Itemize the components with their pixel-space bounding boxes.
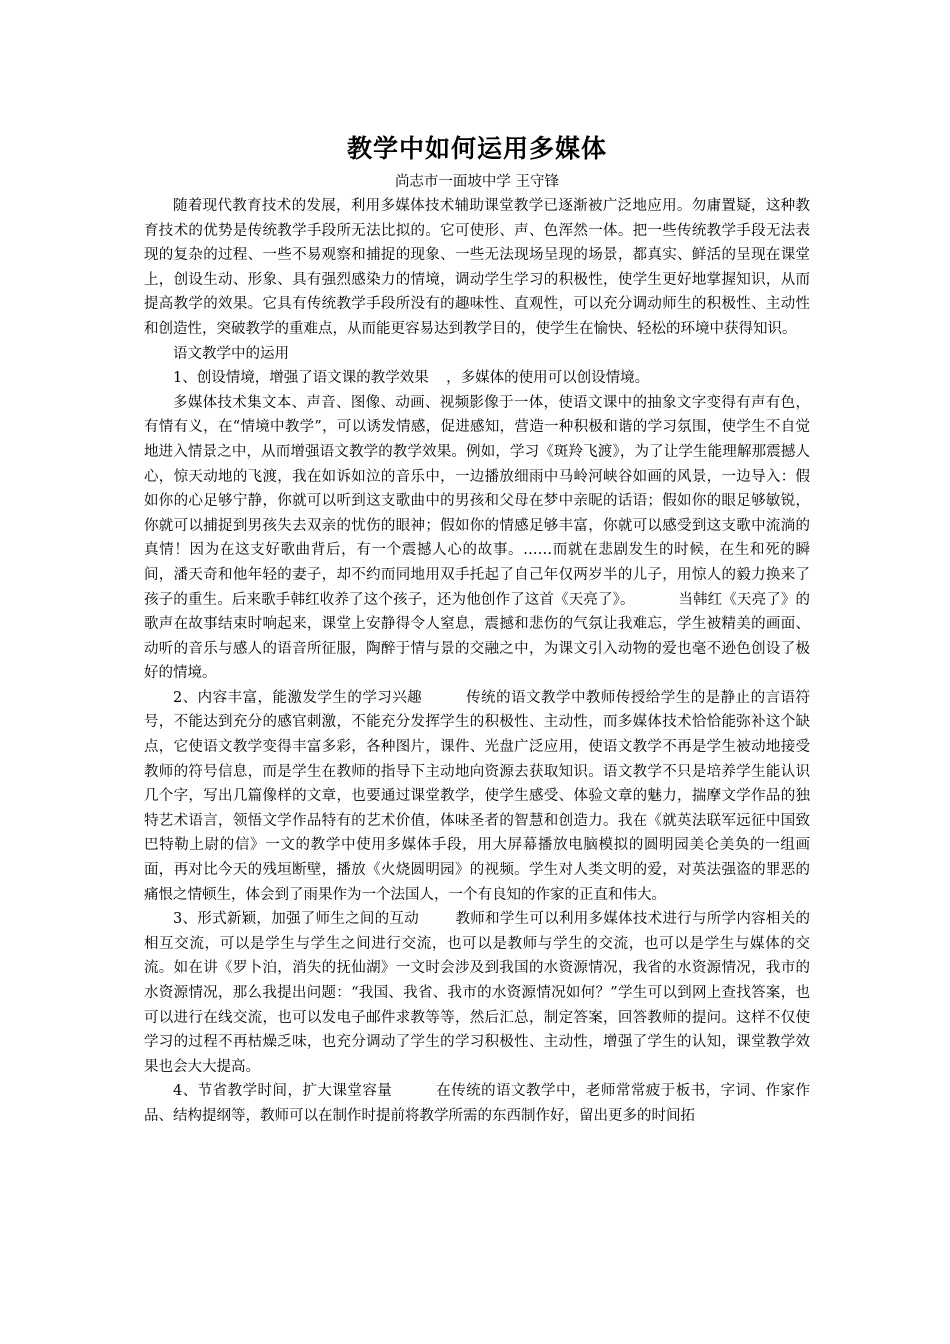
point1-heading-line — [144, 366, 810, 391]
point2-heading: 2、内容丰富，能激发学生的学习兴趣 — [173, 689, 423, 706]
point1-body — [144, 391, 810, 686]
point1-lead: ，多媒体的使用可以创设情境。 — [446, 370, 650, 387]
section-heading: 语文教学中的运用 — [173, 345, 289, 362]
point4-body: 在传统的语文教学中，老师常常疲于板书，字词、作家作品、结构提纲等，教师可以在制作时提前将教学所需的东西制作好，留出更多的时间拓 — [144, 1083, 810, 1124]
point4-paragraph — [144, 1079, 810, 1128]
point2-paragraph — [144, 686, 810, 907]
point2-body: 传统的语文教学中教师传授给学生的是静止的言语符号，不能达到充分的感官刺激，不能充分发挥学生的积极性、主动性，而多媒体技术恰恰能弥补这个缺点，它使语文教学变得丰富多彩，各种图片，课件、光盘广泛应用，使语文教学不再是学生被动地接受教师的符号信息，而是学生在教师的指导下主动地向资源去获取知识。语文教学不只是培养学生能认识几个字，写出几篇像样的文章，也要通过课堂教学，使学生感受、体验文章的魅力，揣摩文学作品的独特艺术语言，领悟文学作品特有的艺术价值，体味圣者的智慧和创造力。我在《就英法联军远征中国致巴特勒上尉的信》一文的教学中使用多媒体手段，用大屏幕播放电脑模拟的圆明园美仑美奂的一组画面，再对比今天的残垣断壁，播放《火烧圆明园》的视频。学生对人类文明的爱，对英法强盗的罪恶的痛恨之情顿生，体会到了雨果作为一个法国人，一个有良知的作家的正直和伟大。 — [144, 689, 810, 903]
point3-body: 教师和学生可以利用多媒体技术进行与所学内容相关的相互交流，可以是学生与学生之间进行交流，也可以是教师与学生的交流，也可以是学生与媒体的交流。如在讲《罗卜泊，消失的抚仙湖》一文时会涉及到我国的水资源情况，我省的水资源情况，我市的水资源情况，那么我提出问题：“我国、我省、我市的水资源情况如何？”学生可以到网上查找答案，也可以进行在线交流，也可以发电子邮件求教等等，然后汇总，制定答案，回答教师的提问。这样不仅使学习的过程不再枯燥乏味，也充分调动了学生的学习积极性、主动性，增强了学生的认知，课堂教学效果也会大大提高。 — [144, 911, 810, 1075]
point1-body-b: 当韩红《天亮了》的歌声在故事结束时响起来，课堂上安静得令人窒息，震撼和悲伤的气氛让我难忘，学生被精美的画面、动听的音乐与感人的语音所征服，陶醉于情与景的交融之中，为课文引入动物的爱也毫不逊色创设了极好的情境。 — [144, 591, 811, 682]
point4-heading: 4、节省教学时间，扩大课堂容量 — [173, 1083, 393, 1100]
point1-heading: 1、创设情境，增强了语文课的教学效果 — [173, 370, 429, 387]
point3-paragraph — [144, 907, 810, 1079]
document-page — [144, 130, 810, 1129]
intro-paragraph: 随着现代教育技术的发展，利用多媒体技术辅助课堂教学已逐渐被广泛地应用。勿庸置疑，这种教育技术的优势是传统教学手段所无法比拟的。它可使形、声、色浑然一体。把一些传统教学手段无法表现的复杂的过程、一些不易观察和捕捉的现象、一些无法现场呈现的场景，都真实、鲜活的呈现在课堂上，创设生动、形象、具有强烈感染力的情境，调动学生学习的积极性，使学生更好地掌握知识，从而提高教学的效果。它具有传统教学手段所没有的趣味性、直观性，可以充分调动师生的积极性、主动性和创造性，突破教学的重难点，从而能更容易达到教学目的，使学生在愉快、轻松的环境中获得知识。 — [144, 198, 810, 337]
document-title: 教学中如何运用多媒体 — [346, 134, 607, 163]
author-byline: 尚志市一面坡中学 王守锋 — [394, 174, 560, 190]
point3-heading: 3、形式新颖，加强了师生之间的互动 — [173, 911, 419, 928]
point1-body-a: 多媒体技术集文本、声音、图像、动画、视频影像于一体，使语文课中的抽象文字变得有声有色，有情有义，在“情境中教学”，可以诱发情感，促进感知，营造一种积极和谐的学习氛围，使学生不自觉地进入情景之中，从而增强语文教学的教学效果。例如，学习《斑羚飞渡》，为了让学生能理解那震撼人心，惊天动地的飞渡，我在如诉如泣的音乐中，一边播放细雨中马岭河峡谷如画的风景，一边导入：假如你的心足够宁静，你就可以听到这支歌曲中的男孩和父母在梦中亲昵的话语；假如你的眼足够敏锐，你就可以捕捉到男孩失去双亲的忧伤的眼神；假如你的情感足够丰富，你就可以感受到这支歌中流淌的真情！因为在这支好歌曲背后，有一个震撼人心的故事。……而就在悲剧发生的时候，在生和死的瞬间，潘天奇和他年轻的妻子，却不约而同地用双手托起了自己年仅两岁半的儿子，用惊人的毅力换来了孩子的重生。后来歌手韩红收养了这个孩子，还为他创作了这首《天亮了》。 — [144, 394, 810, 608]
